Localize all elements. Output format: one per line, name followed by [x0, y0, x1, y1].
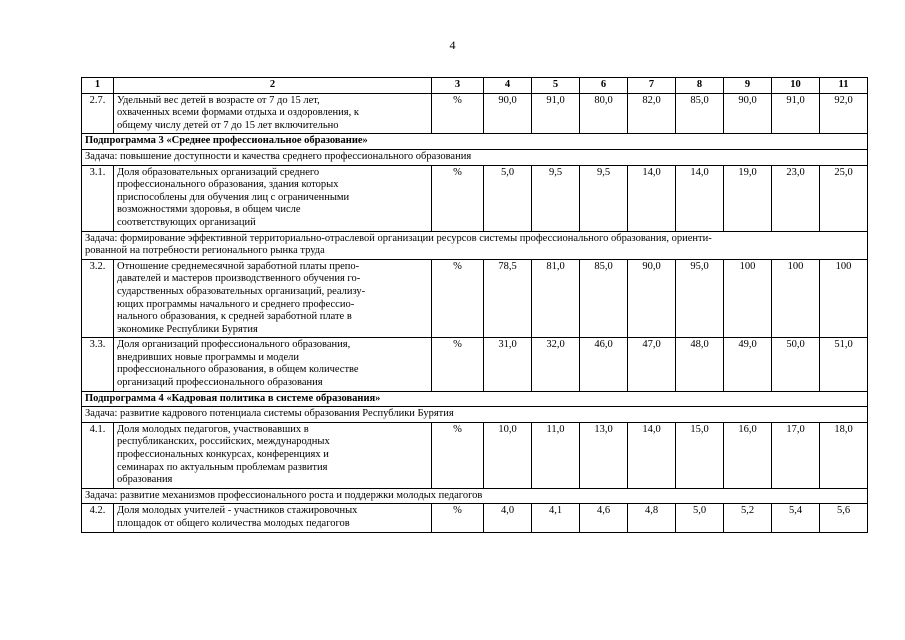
- data-row: [82, 504, 868, 532]
- header-cell-3: 3: [432, 78, 484, 94]
- header-cell-1: 1: [82, 78, 114, 94]
- text-line: давателей и мастеров производственного обучения го-: [117, 273, 361, 285]
- text-line: Отношение среднемесячной заработной платы препо-: [117, 260, 360, 272]
- value-cell: 92,0: [820, 93, 868, 134]
- text-line: площадок от общего количества молодых педагогов: [117, 518, 350, 529]
- value-cell: 5,6: [820, 504, 868, 532]
- text-line: внедривших новые программы и модели: [117, 351, 300, 363]
- value-cell: 100: [772, 259, 820, 338]
- value-cell: 48,0: [676, 338, 724, 391]
- value-cell: 14,0: [676, 165, 724, 231]
- text-line: соответствующих организаций: [117, 216, 256, 228]
- header-cell-4: 4: [484, 78, 532, 94]
- value-cell: 5,4: [772, 504, 820, 532]
- header-cell-10: 10: [772, 78, 820, 94]
- text-line: возможностями здоровья, в общем числе: [117, 204, 301, 216]
- value-cell: 14,0: [628, 165, 676, 231]
- value-cell: 82,0: [628, 93, 676, 134]
- value-cell: 90,0: [628, 259, 676, 338]
- task-text: [82, 488, 868, 504]
- task-row: [82, 488, 868, 504]
- header-cell-11: 11: [820, 78, 868, 94]
- text-line: охваченных всеми формами отдыха и оздоровления, к: [117, 107, 359, 119]
- indicator-description-cell: [114, 165, 432, 231]
- value-cell: 19,0: [724, 165, 772, 231]
- data-row: [82, 93, 868, 134]
- value-cell: 49,0: [724, 338, 772, 391]
- data-row: [82, 165, 868, 231]
- subprogram-row: [82, 134, 868, 150]
- header-cell-7: 7: [628, 78, 676, 94]
- value-cell: 23,0: [772, 165, 820, 231]
- indicator-description-cell: [114, 259, 432, 338]
- task-text: [82, 231, 868, 259]
- subprogram-title: Подпрограмма 3 «Среднее профессиональное образование»: [82, 134, 868, 150]
- row-number-cell: 3.1.: [82, 165, 114, 231]
- text-line: приспособлены для обучения лиц с ограниченными: [117, 191, 350, 203]
- value-cell: 51,0: [820, 338, 868, 391]
- unit-cell: %: [432, 504, 484, 532]
- unit-cell: %: [432, 165, 484, 231]
- task-text: [82, 149, 868, 165]
- header-cell-8: 8: [676, 78, 724, 94]
- text-line: Доля организаций профессионального образования,: [117, 339, 351, 351]
- value-cell: 11,0: [532, 422, 580, 488]
- value-cell: 17,0: [772, 422, 820, 488]
- text-line: республиканских, российских, международных: [117, 436, 330, 448]
- text-line: Доля образовательных организаций среднего: [117, 166, 320, 178]
- subprogram-row: [82, 391, 868, 407]
- text-line: экономике Республики Бурятия: [117, 323, 258, 335]
- value-cell: 5,2: [724, 504, 772, 532]
- value-cell: 15,0: [676, 422, 724, 488]
- indicator-description-cell: [114, 422, 432, 488]
- text-line: Задача: формирование эффективной территориально-отраслевой организации ресурсов системы профессионального образования, ориенти-: [85, 232, 712, 244]
- value-cell: 95,0: [676, 259, 724, 338]
- task-row: [82, 407, 868, 423]
- value-cell: 14,0: [628, 422, 676, 488]
- row-number-cell: 4.2.: [82, 504, 114, 532]
- value-cell: 13,0: [580, 422, 628, 488]
- value-cell: 10,0: [484, 422, 532, 488]
- row-number-cell: 4.1.: [82, 422, 114, 488]
- text-line: организаций профессионального образования: [117, 377, 323, 389]
- value-cell: 80,0: [580, 93, 628, 134]
- data-row: [82, 259, 868, 338]
- unit-cell: %: [432, 259, 484, 338]
- text-line: Задача: повышение доступности и качества среднего профессионального образования: [85, 150, 472, 162]
- value-cell: 32,0: [532, 338, 580, 391]
- value-cell: 9,5: [532, 165, 580, 231]
- value-cell: 31,0: [484, 338, 532, 391]
- indicator-description-cell: [114, 93, 432, 134]
- unit-cell: %: [432, 338, 484, 391]
- value-cell: 47,0: [628, 338, 676, 391]
- table-body: [82, 78, 868, 533]
- value-cell: 100: [724, 259, 772, 338]
- value-cell: 5,0: [484, 165, 532, 231]
- value-cell: 90,0: [484, 93, 532, 134]
- value-cell: 91,0: [532, 93, 580, 134]
- text-line: Доля молодых педагогов, участвовавших в: [117, 423, 309, 435]
- value-cell: 50,0: [772, 338, 820, 391]
- text-line: семинарах по актуальным проблемам развития: [117, 461, 328, 473]
- value-cell: 18,0: [820, 422, 868, 488]
- indicators-table: [81, 77, 868, 533]
- text-line: профессионального образования, здания которых: [117, 179, 339, 191]
- unit-cell: %: [432, 422, 484, 488]
- subprogram-title: Подпрограмма 4 «Кадровая политика в системе образования»: [82, 391, 868, 407]
- value-cell: 91,0: [772, 93, 820, 134]
- row-number-cell: 3.3.: [82, 338, 114, 391]
- value-cell: 85,0: [676, 93, 724, 134]
- row-number-cell: 2.7.: [82, 93, 114, 134]
- task-text: [82, 407, 868, 423]
- data-row: [82, 422, 868, 488]
- text-line: Задача: развитие кадрового потенциала системы образования Республики Бурятия: [85, 408, 454, 420]
- value-cell: 4,0: [484, 504, 532, 532]
- text-line: общему числу детей от 7 до 15 лет включительно: [117, 119, 339, 131]
- value-cell: 16,0: [724, 422, 772, 488]
- task-row: [82, 149, 868, 165]
- text-line: Удельный вес детей в возрасте от 7 до 15 лет,: [117, 94, 320, 106]
- value-cell: 90,0: [724, 93, 772, 134]
- value-cell: 81,0: [532, 259, 580, 338]
- data-row: [82, 338, 868, 391]
- header-cell-2: 2: [114, 78, 432, 94]
- text-line: ющих программы начального и среднего профессио-: [117, 298, 355, 310]
- value-cell: 25,0: [820, 165, 868, 231]
- value-cell: 5,0: [676, 504, 724, 532]
- text-line: Доля молодых учителей - участников стажировочных: [117, 505, 358, 517]
- text-line: сударственных образовательных организаций, реализу-: [117, 285, 366, 297]
- header-cell-6: 6: [580, 78, 628, 94]
- value-cell: 4,6: [580, 504, 628, 532]
- value-cell: 4,1: [532, 504, 580, 532]
- text-line: образования: [117, 474, 173, 486]
- text-line: профессиональных конкурсах, конференциях и: [117, 449, 329, 461]
- header-cell-5: 5: [532, 78, 580, 94]
- task-row: [82, 231, 868, 259]
- value-cell: 100: [820, 259, 868, 338]
- value-cell: 4,8: [628, 504, 676, 532]
- text-line: рованной на потребности регионального рынка труда: [85, 245, 325, 257]
- indicator-description-cell: [114, 338, 432, 391]
- text-line: Задача: развитие механизмов профессионального роста и поддержки молодых педагогов: [85, 489, 483, 501]
- value-cell: 9,5: [580, 165, 628, 231]
- value-cell: 85,0: [580, 259, 628, 338]
- text-line: профессионального образования, в общем количестве: [117, 364, 359, 376]
- unit-cell: %: [432, 93, 484, 134]
- value-cell: 78,5: [484, 259, 532, 338]
- page-number: 4: [449, 38, 456, 52]
- indicator-description-cell: [114, 504, 432, 532]
- text-line: нального образования, к средней заработной плате в: [117, 311, 352, 323]
- row-number-cell: 3.2.: [82, 259, 114, 338]
- header-row: [82, 78, 868, 94]
- header-cell-9: 9: [724, 78, 772, 94]
- value-cell: 46,0: [580, 338, 628, 391]
